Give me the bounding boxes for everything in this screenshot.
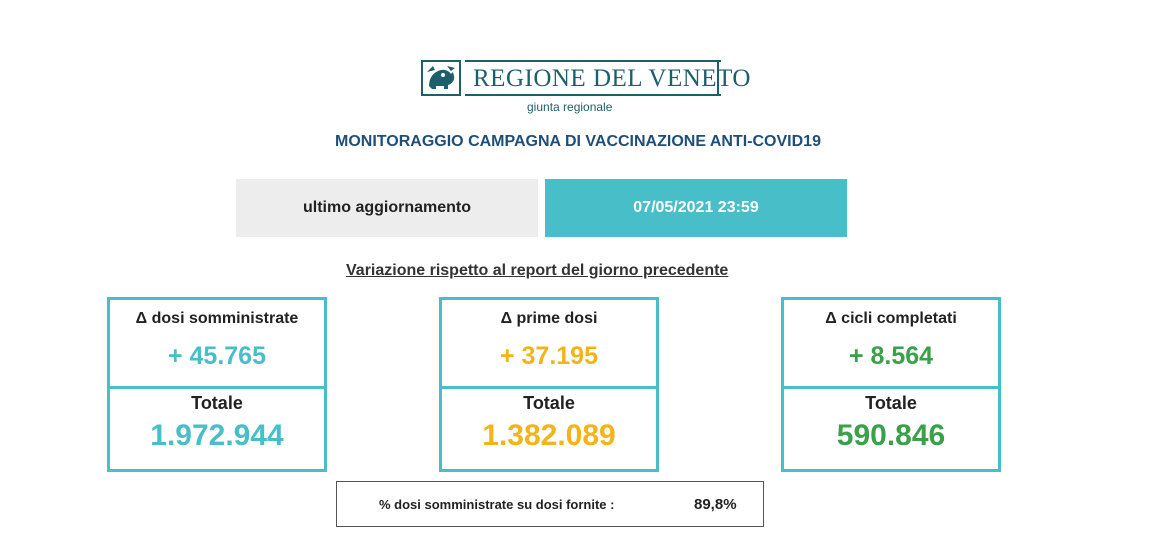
card-label: Δ cicli completati (825, 310, 957, 327)
card-doses-administered (107, 297, 327, 472)
card-label: Δ dosi somministrate (135, 310, 299, 327)
variation-subtitle: Variazione rispetto al report del giorno precedente (346, 262, 729, 279)
card-total-label: Totale (523, 393, 575, 413)
card-total-value: 590.846 (836, 419, 946, 452)
card-delta-value: + 8.564 (848, 342, 934, 370)
page-title: MONITORAGGIO CAMPAGNA DI VACCINAZIONE ANTI-COVID19 (335, 133, 821, 150)
last-update-label: ultimo aggiornamento (236, 179, 538, 237)
card-total-value: 1.382.089 (482, 419, 616, 452)
card-total-value: 1.972.944 (150, 419, 284, 452)
doses-ratio-box (336, 481, 764, 527)
card-total-label: Totale (191, 393, 243, 413)
regione-veneto-logo (421, 60, 751, 120)
doses-ratio-value: 89,8% (694, 496, 737, 513)
card-delta-section (784, 300, 998, 386)
logo-name: REGIONE DEL VENETO (473, 65, 751, 92)
lion-emblem-icon (421, 60, 461, 96)
card-delta-section (110, 300, 324, 386)
card-total-section (442, 389, 656, 469)
card-delta-section (442, 300, 656, 386)
last-update-value: 07/05/2021 23:59 (545, 179, 847, 237)
card-completed-cycles (781, 297, 1001, 472)
logo-subtitle: giunta regionale (527, 100, 613, 114)
card-delta-value: + 45.765 (167, 342, 266, 370)
logo-frame-bottom (465, 94, 721, 96)
card-total-section (784, 389, 998, 469)
doses-ratio-label: % dosi somministrate su dosi fornite : (379, 497, 615, 512)
card-total-label: Totale (865, 393, 917, 413)
card-delta-value: + 37.195 (499, 342, 598, 370)
card-total-section (110, 389, 324, 469)
card-first-doses (439, 297, 659, 472)
card-label: Δ prime dosi (500, 310, 598, 327)
